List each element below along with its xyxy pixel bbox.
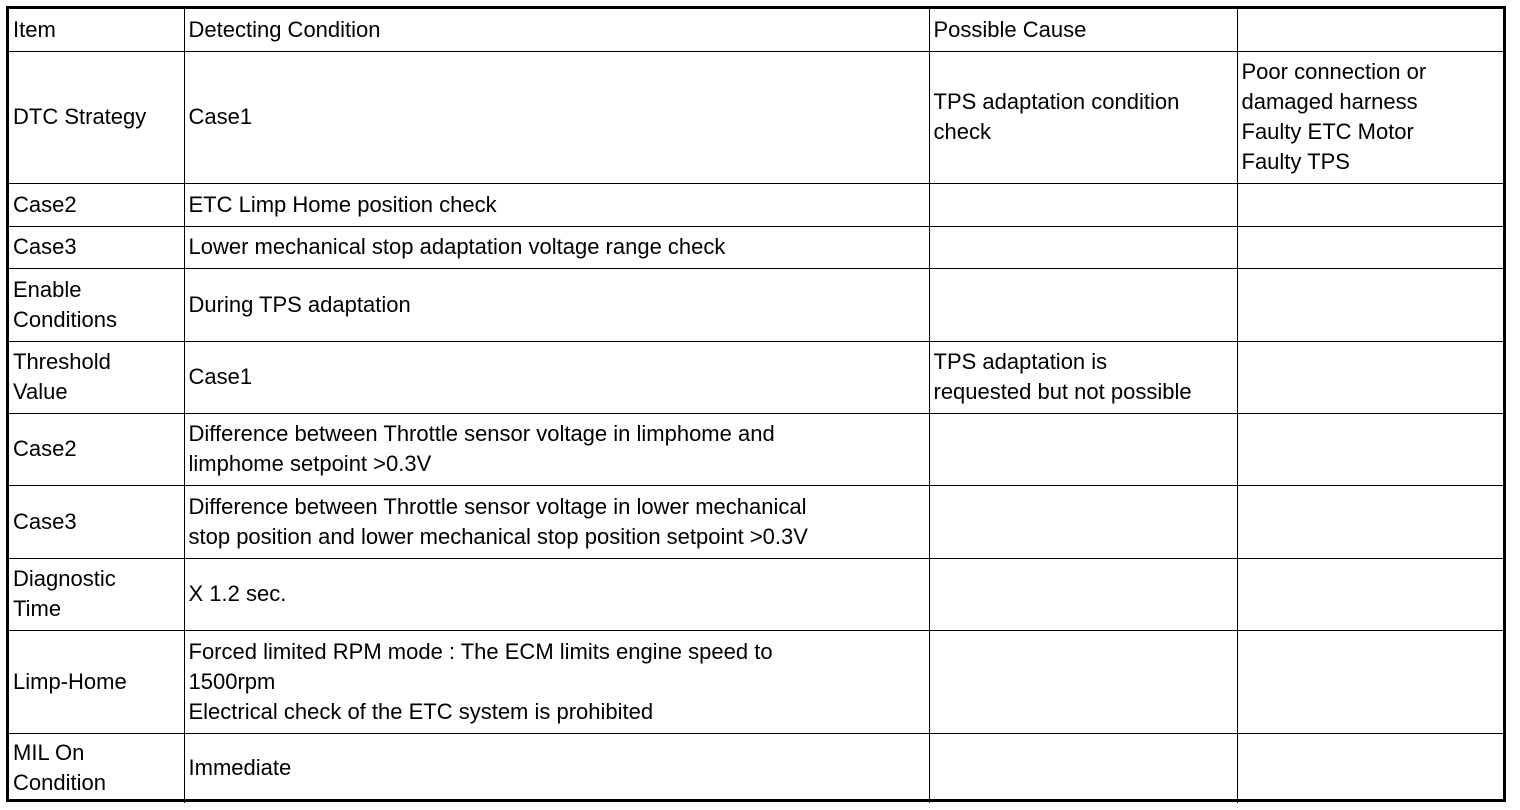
cell-cause bbox=[929, 183, 1237, 226]
cell-item: Case2 bbox=[9, 183, 184, 226]
cell-condition: Case1 bbox=[184, 51, 929, 183]
cell-cause bbox=[929, 485, 1237, 558]
cell-condition: During TPS adaptation bbox=[184, 268, 929, 341]
cell-cause bbox=[929, 268, 1237, 341]
table-row bbox=[9, 51, 1503, 183]
cell-condition: Immediate bbox=[184, 733, 929, 803]
cell-item: DTC Strategy bbox=[9, 51, 184, 183]
cell-condition: Difference between Throttle sensor voltage in limphome and limphome setpoint >0.3V bbox=[184, 413, 929, 485]
cell-extra bbox=[1237, 341, 1503, 413]
cell-cause bbox=[929, 226, 1237, 268]
table-row bbox=[9, 413, 1503, 485]
cell-item: MIL On Condition bbox=[9, 733, 184, 803]
cell-item: Case3 bbox=[9, 226, 184, 268]
cell-extra bbox=[1237, 183, 1503, 226]
cell-cause bbox=[929, 413, 1237, 485]
cell-extra bbox=[1237, 558, 1503, 630]
cell-item: Threshold Value bbox=[9, 341, 184, 413]
cell-condition: Forced limited RPM mode : The ECM limits engine speed to 1500rpm Electrical check of the ETC system is prohibited bbox=[184, 630, 929, 733]
cell-extra bbox=[1237, 413, 1503, 485]
cell-extra: Poor connection or damaged harness Faulty ETC Motor Faulty TPS bbox=[1237, 51, 1503, 183]
header-item: Item bbox=[9, 9, 184, 51]
table-row bbox=[9, 733, 1503, 803]
cell-extra bbox=[1237, 630, 1503, 733]
cell-extra bbox=[1237, 268, 1503, 341]
cell-cause bbox=[929, 630, 1237, 733]
cell-extra bbox=[1237, 733, 1503, 803]
table-row bbox=[9, 485, 1503, 558]
cell-cause: TPS adaptation condition check bbox=[929, 51, 1237, 183]
table-row bbox=[9, 341, 1503, 413]
cell-cause bbox=[929, 733, 1237, 803]
cell-item: Case3 bbox=[9, 485, 184, 558]
header-extra bbox=[1237, 9, 1503, 51]
table-row bbox=[9, 183, 1503, 226]
cell-extra bbox=[1237, 226, 1503, 268]
header-detecting-condition: Detecting Condition bbox=[184, 9, 929, 51]
cell-item: Enable Conditions bbox=[9, 268, 184, 341]
cell-condition: ETC Limp Home position check bbox=[184, 183, 929, 226]
cell-condition: Case1 bbox=[184, 341, 929, 413]
cell-cause bbox=[929, 558, 1237, 630]
cell-condition: X 1.2 sec. bbox=[184, 558, 929, 630]
cell-cause: TPS adaptation is requested but not possible bbox=[929, 341, 1237, 413]
table-row bbox=[9, 558, 1503, 630]
cell-item: Limp-Home bbox=[9, 630, 184, 733]
header-possible-cause: Possible Cause bbox=[929, 9, 1237, 51]
table-row bbox=[9, 268, 1503, 341]
cell-condition: Lower mechanical stop adaptation voltage range check bbox=[184, 226, 929, 268]
dtc-table-container bbox=[6, 6, 1506, 802]
cell-condition: Difference between Throttle sensor voltage in lower mechanical stop position and lower mechanical stop position setpoint >0.3V bbox=[184, 485, 929, 558]
cell-item: Diagnostic Time bbox=[9, 558, 184, 630]
cell-extra bbox=[1237, 485, 1503, 558]
table-row bbox=[9, 226, 1503, 268]
cell-item: Case2 bbox=[9, 413, 184, 485]
table-header-row bbox=[9, 9, 1503, 51]
dtc-table bbox=[9, 9, 1503, 803]
table-row bbox=[9, 630, 1503, 733]
